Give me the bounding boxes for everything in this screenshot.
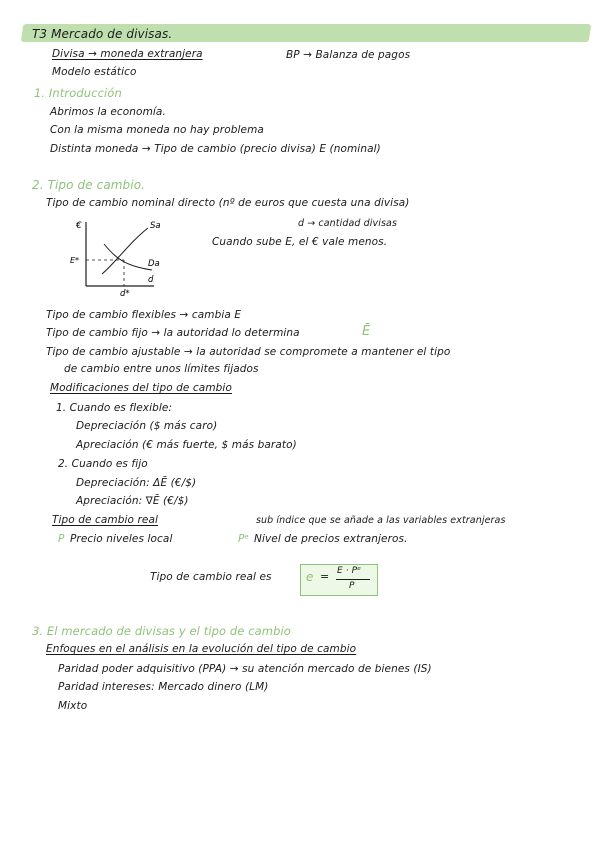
p-extranjero-label: Pᵉ	[238, 533, 249, 545]
formula-numerator: E · Pᵉ	[337, 566, 362, 576]
enfoque-ppa: Paridad poder adquisitivo (PPA) → su atención mercado de bienes (IS)	[58, 663, 432, 675]
tipo-flexible: Tipo de cambio flexibles → cambia E	[46, 309, 242, 321]
subindice-note: sub índice que se añade a las variables extranjeras	[256, 515, 506, 526]
apreciacion-fijo: Apreciación: ∇Ē (€/$)	[76, 495, 189, 507]
graph-supply-label: Sa	[150, 221, 161, 231]
graph-d-star: d*	[120, 289, 130, 298]
intro-line-3: Distinta moneda → Tipo de cambio (precio divisa) E (nominal)	[50, 143, 381, 155]
graph-d-label: d	[148, 275, 154, 285]
p-local-text: Precio niveles local	[70, 533, 173, 545]
graph-y-label: €	[76, 221, 82, 231]
formula-denominator: P	[349, 581, 355, 591]
fijo-heading: 2. Cuando es fijo	[58, 458, 148, 470]
supply-curve	[102, 228, 148, 274]
graph-e-star: E*	[70, 256, 80, 265]
depreciacion-fijo: Depreciación: ΔĒ (€/$)	[76, 477, 197, 489]
cuando-sube-e: Cuando sube E, el € vale menos.	[212, 236, 388, 248]
modificaciones-heading: Modificaciones del tipo de cambio	[50, 382, 232, 394]
formula-e: e	[306, 570, 314, 584]
enfoque-mixto: Mixto	[58, 700, 88, 712]
graph-demand-label: Da	[148, 259, 160, 269]
bp-definition: BP → Balanza de pagos	[286, 49, 411, 61]
tipo-fijo: Tipo de cambio fijo → la autoridad lo determina	[46, 327, 300, 339]
enfoque-intereses: Paridad intereses: Mercado dinero (LM)	[58, 681, 269, 693]
enfoques-heading: Enfoques en el análisis en la evolución del tipo de cambio	[46, 643, 357, 655]
formula-label: Tipo de cambio real es	[150, 571, 272, 583]
formula-equals: =	[320, 570, 330, 583]
section-1-heading: 1. Introducción	[34, 86, 122, 100]
p-local-label: P	[58, 533, 65, 545]
formula-fraction-line	[336, 579, 370, 580]
fijo-symbol: Ē	[362, 324, 371, 339]
tipo-real-heading: Tipo de cambio real	[52, 514, 159, 526]
demand-curve	[104, 244, 152, 270]
tipo-cambio-definition: Tipo de cambio nominal directo (nº de euros que cuesta una divisa)	[46, 197, 410, 209]
depreciacion-flexible: Depreciación ($ más caro)	[76, 420, 218, 432]
tipo-ajustable-1: Tipo de cambio ajustable → la autoridad se compromete a mantener el tipo	[46, 346, 451, 358]
divisa-definition: Divisa → moneda extranjera	[52, 48, 203, 60]
apreciacion-flexible: Apreciación (€ más fuerte, $ más barato)	[76, 439, 297, 451]
modelo-estatico: Modelo estático	[52, 66, 137, 78]
tipo-ajustable-2: de cambio entre unos límites fijados	[64, 363, 259, 375]
intro-line-1: Abrimos la economía.	[50, 106, 166, 118]
d-note: d → cantidad divisas	[298, 218, 398, 229]
intro-line-2: Con la misma moneda no hay problema	[50, 124, 264, 136]
page-title: T3 Mercado de divisas.	[32, 27, 173, 41]
p-extranjero-text: Nivel de precios extranjeros.	[254, 533, 408, 545]
section-3-heading: 3. El mercado de divisas y el tipo de cambio	[32, 624, 291, 638]
flexible-heading: 1. Cuando es flexible:	[56, 402, 173, 414]
section-2-heading: 2. Tipo de cambio.	[32, 178, 146, 192]
supply-demand-graph	[64, 214, 174, 298]
